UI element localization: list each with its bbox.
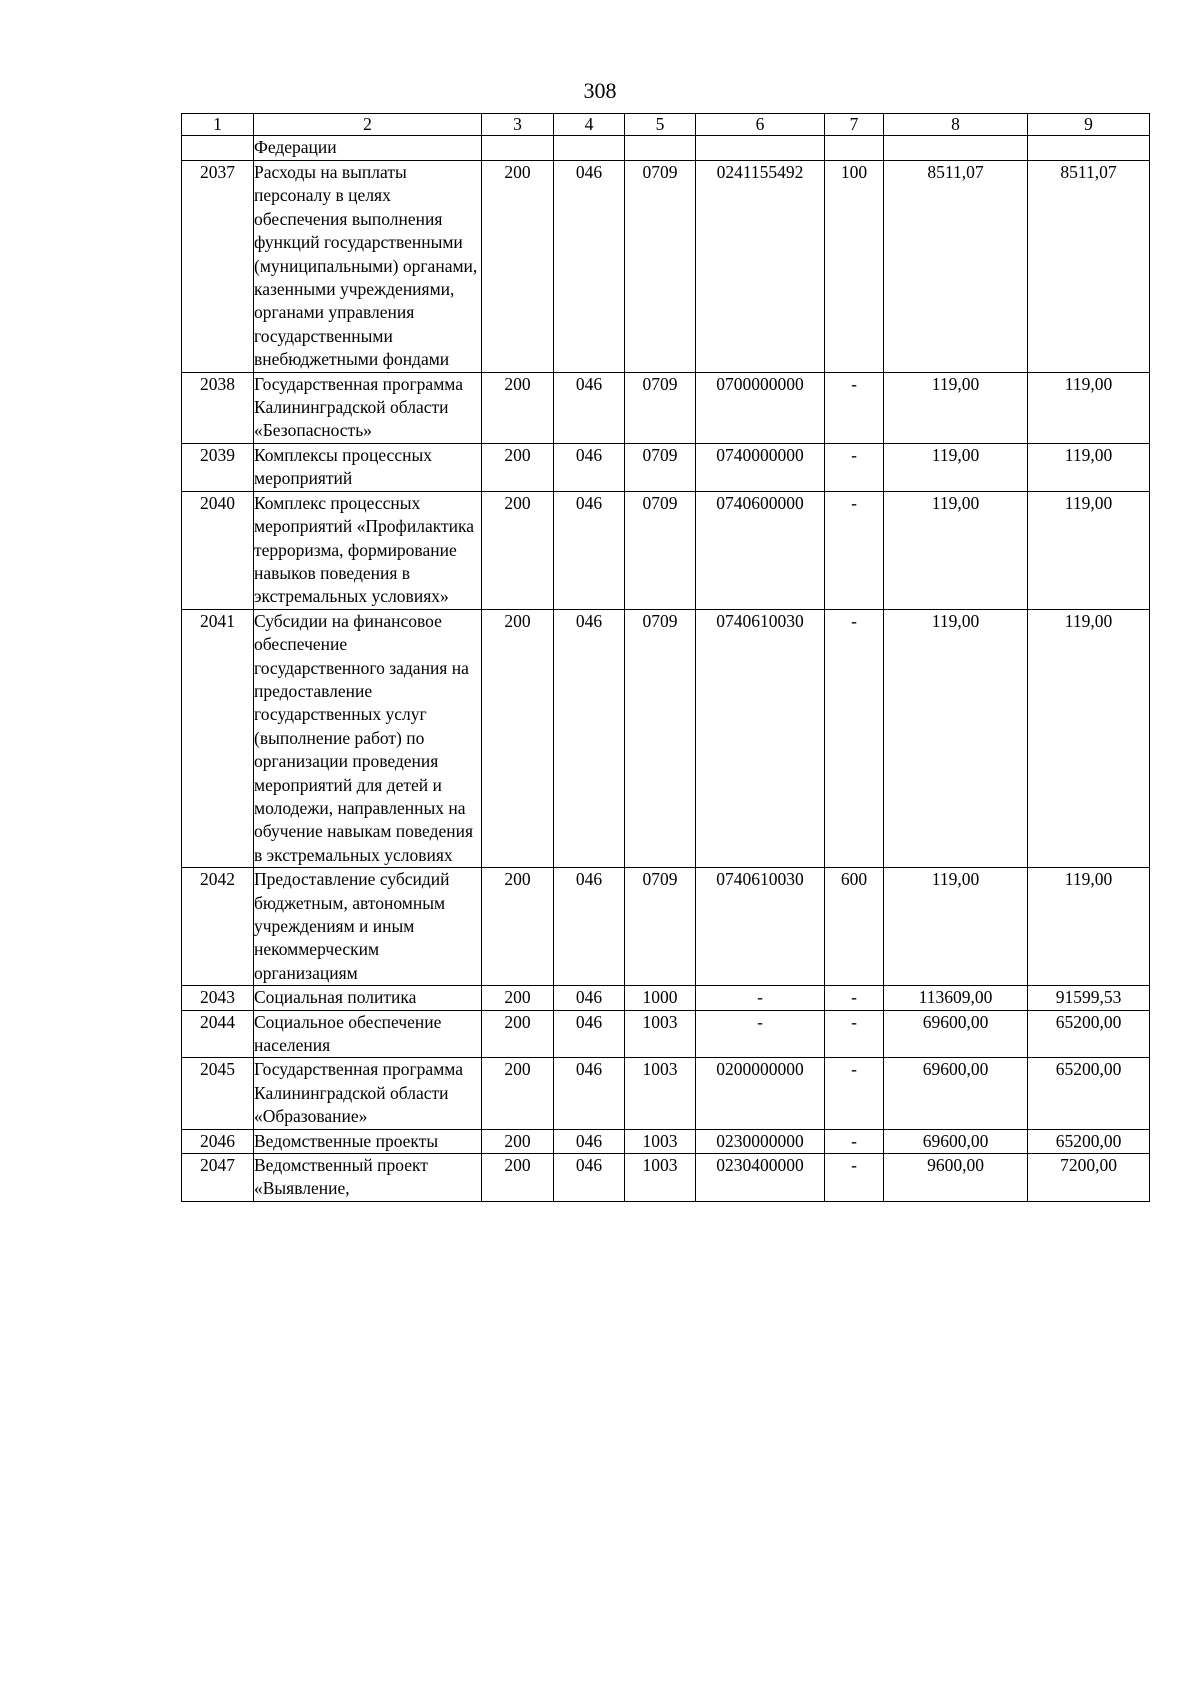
col7-value: -: [825, 491, 884, 609]
col8-value: 119,00: [884, 609, 1028, 867]
col3-value: 200: [482, 1010, 554, 1058]
row-number: 2037: [182, 161, 254, 373]
row-number: 2040: [182, 491, 254, 609]
col8-value: 69600,00: [884, 1129, 1028, 1153]
col3-value: 200: [482, 1058, 554, 1129]
col4-value: 046: [554, 161, 625, 373]
table-row: [182, 161, 1150, 373]
col8-value: 8511,07: [884, 161, 1028, 373]
table-row: [182, 1154, 1150, 1202]
empty-cell: [696, 136, 825, 161]
col5-value: 0709: [625, 443, 696, 491]
col3-value: 200: [482, 372, 554, 443]
table-row: [182, 609, 1150, 867]
table-row: [182, 443, 1150, 491]
col9-value: 119,00: [1028, 443, 1150, 491]
row-name: Предоставление субсидий бюджетным, автономным учреждениям и иным некоммерческим организациям: [254, 868, 482, 986]
empty-cell: [1028, 136, 1150, 161]
col3-value: 200: [482, 609, 554, 867]
col6-value: 0740610030: [696, 868, 825, 986]
col7-value: -: [825, 372, 884, 443]
col7-value: -: [825, 1129, 884, 1153]
col9-value: 65200,00: [1028, 1010, 1150, 1058]
col8-value: 69600,00: [884, 1010, 1028, 1058]
col5-value: 1003: [625, 1010, 696, 1058]
col9-value: 119,00: [1028, 372, 1150, 443]
row-name: Ведомственные проекты: [254, 1129, 482, 1153]
col9-value: 119,00: [1028, 868, 1150, 986]
col8-value: 119,00: [884, 491, 1028, 609]
col4-value: 046: [554, 609, 625, 867]
col6-value: 0700000000: [696, 372, 825, 443]
col9-value: 65200,00: [1028, 1058, 1150, 1129]
row-number: 2042: [182, 868, 254, 986]
col6-value: 0230000000: [696, 1129, 825, 1153]
table-row: [182, 491, 1150, 609]
header-cell: 8: [884, 114, 1028, 136]
col4-value: 046: [554, 1154, 625, 1202]
col7-value: -: [825, 1010, 884, 1058]
col5-value: 0709: [625, 161, 696, 373]
header-row: [182, 114, 1150, 136]
col4-value: 046: [554, 491, 625, 609]
table-row: [182, 986, 1150, 1010]
col5-value: 0709: [625, 372, 696, 443]
col5-value: 1003: [625, 1129, 696, 1153]
col7-value: -: [825, 1058, 884, 1129]
col4-value: 046: [554, 868, 625, 986]
row-number: 2043: [182, 986, 254, 1010]
budget-table: [181, 113, 1150, 1202]
col6-value: 0740610030: [696, 609, 825, 867]
col5-value: 0709: [625, 868, 696, 986]
empty-cell: [884, 136, 1028, 161]
row-number: 2039: [182, 443, 254, 491]
row-name: Государственная программа Калининградской области «Образование»: [254, 1058, 482, 1129]
col3-value: 200: [482, 1129, 554, 1153]
col7-value: 100: [825, 161, 884, 373]
col4-value: 046: [554, 443, 625, 491]
col8-value: 119,00: [884, 443, 1028, 491]
col7-value: 600: [825, 868, 884, 986]
col7-value: -: [825, 1154, 884, 1202]
col5-value: 1000: [625, 986, 696, 1010]
col6-value: 0200000000: [696, 1058, 825, 1129]
col9-value: 65200,00: [1028, 1129, 1150, 1153]
header-cell: 2: [254, 114, 482, 136]
col6-value: -: [696, 1010, 825, 1058]
col3-value: 200: [482, 1154, 554, 1202]
empty-cell: [554, 136, 625, 161]
col6-value: 0740600000: [696, 491, 825, 609]
col3-value: 200: [482, 986, 554, 1010]
col9-value: 91599,53: [1028, 986, 1150, 1010]
col3-value: 200: [482, 868, 554, 986]
row-name: Социальная политика: [254, 986, 482, 1010]
col6-value: 0241155492: [696, 161, 825, 373]
empty-cell: [182, 136, 254, 161]
col4-value: 046: [554, 1010, 625, 1058]
row-number: 2045: [182, 1058, 254, 1129]
col4-value: 046: [554, 1129, 625, 1153]
row-name: Комплекс процессных мероприятий «Профилактика терроризма, формирование навыков поведения в экстремальных условиях»: [254, 491, 482, 609]
row-name: Расходы на выплаты персоналу в целях обеспечения выполнения функций государственными (муниципальными) органами, казенными учреждениями, органами управления государственными внебюджетными фондами: [254, 161, 482, 373]
continuation-row: [182, 136, 1150, 161]
col3-value: 200: [482, 443, 554, 491]
col7-value: -: [825, 609, 884, 867]
empty-cell: [482, 136, 554, 161]
table-row: [182, 1129, 1150, 1153]
col3-value: 200: [482, 161, 554, 373]
header-cell: 6: [696, 114, 825, 136]
continuation-text: Федерации: [254, 136, 482, 161]
header-cell: 7: [825, 114, 884, 136]
row-number: 2041: [182, 609, 254, 867]
table-row: [182, 372, 1150, 443]
col3-value: 200: [482, 491, 554, 609]
header-cell: 5: [625, 114, 696, 136]
col9-value: 7200,00: [1028, 1154, 1150, 1202]
col4-value: 046: [554, 1058, 625, 1129]
col7-value: -: [825, 986, 884, 1010]
col9-value: 119,00: [1028, 609, 1150, 867]
header-cell: 4: [554, 114, 625, 136]
header-cell: 1: [182, 114, 254, 136]
row-number: 2038: [182, 372, 254, 443]
col6-value: 0230400000: [696, 1154, 825, 1202]
col8-value: 119,00: [884, 372, 1028, 443]
row-name: Субсидии на финансовое обеспечение государственного задания на предоставление государственных услуг (выполнение работ) по организации проведения мероприятий для детей и молодежи, направленных на обучение навыкам поведения в экстремальных условиях: [254, 609, 482, 867]
page-number: 308: [583, 78, 617, 103]
row-name: Социальное обеспечение населения: [254, 1010, 482, 1058]
header-cell: 9: [1028, 114, 1150, 136]
col8-value: 119,00: [884, 868, 1028, 986]
col5-value: 0709: [625, 491, 696, 609]
col5-value: 1003: [625, 1058, 696, 1129]
row-name: Ведомственный проект «Выявление,: [254, 1154, 482, 1202]
col9-value: 8511,07: [1028, 161, 1150, 373]
col8-value: 69600,00: [884, 1058, 1028, 1129]
col8-value: 113609,00: [884, 986, 1028, 1010]
col7-value: -: [825, 443, 884, 491]
empty-cell: [825, 136, 884, 161]
table-row: [182, 1010, 1150, 1058]
col5-value: 1003: [625, 1154, 696, 1202]
row-number: 2044: [182, 1010, 254, 1058]
table-row: [182, 1058, 1150, 1129]
col8-value: 9600,00: [884, 1154, 1028, 1202]
col5-value: 0709: [625, 609, 696, 867]
col4-value: 046: [554, 986, 625, 1010]
col9-value: 119,00: [1028, 491, 1150, 609]
col6-value: -: [696, 986, 825, 1010]
row-number: 2046: [182, 1129, 254, 1153]
row-name: Комплексы процессных мероприятий: [254, 443, 482, 491]
row-name: Государственная программа Калининградской области «Безопасность»: [254, 372, 482, 443]
table-row: [182, 868, 1150, 986]
empty-cell: [625, 136, 696, 161]
row-number: 2047: [182, 1154, 254, 1202]
col6-value: 0740000000: [696, 443, 825, 491]
header-cell: 3: [482, 114, 554, 136]
col4-value: 046: [554, 372, 625, 443]
